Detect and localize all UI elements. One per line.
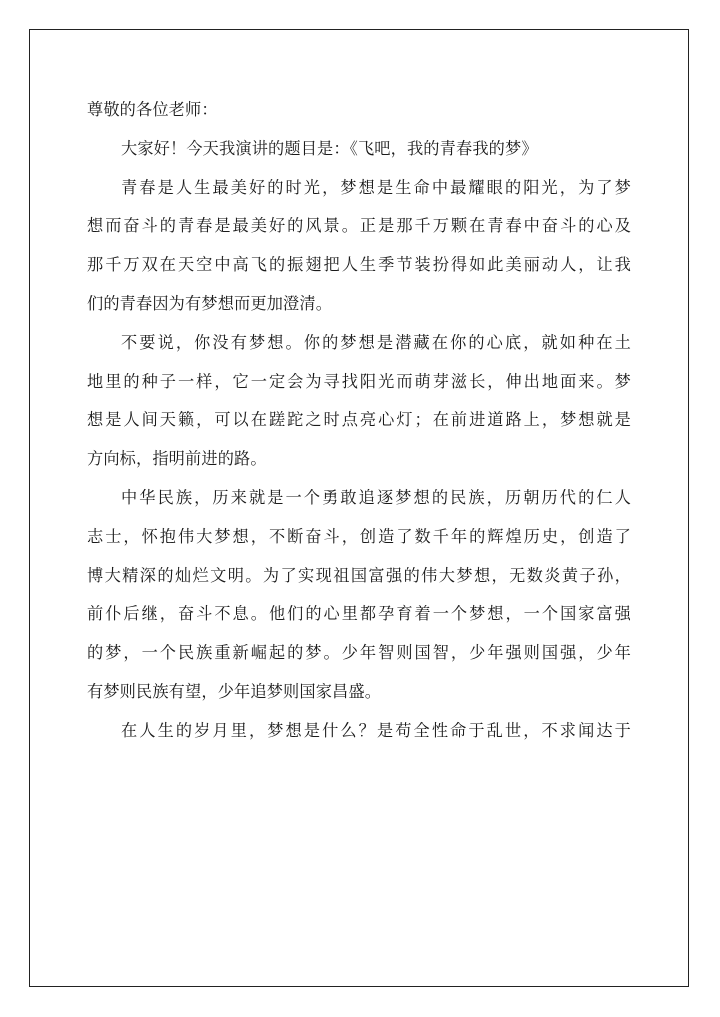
paragraph-line: 想是人间天籁，可以在蹉跎之时点亮心灯；在前进道路上，梦想就是 [87, 410, 631, 430]
paragraph-line: 青春是人生最美好的时光，梦想是生命中最耀眼的阳光，为了梦 [121, 177, 631, 197]
paragraph-line: 想而奋斗的青春是最美好的风景。正是那千万颗在青春中奋斗的心及 [87, 216, 631, 236]
paragraph-line: 志士，怀抱伟大梦想，不断奋斗，创造了数千年的辉煌历史，创造了 [87, 526, 631, 546]
paragraph-5 [87, 712, 631, 751]
paragraph-line: 在人生的岁月里，梦想是什么？是苟全性命于乱世，不求闻达于 [121, 720, 631, 740]
paragraph-line: 们的青春因为有梦想而更加澄清。 [87, 293, 333, 313]
paragraph-3 [87, 324, 631, 479]
paragraph-1 [87, 130, 631, 169]
document-body [87, 91, 631, 751]
paragraph-line: 地里的种子一样，它一定会为寻找阳光而萌芽滋长，伸出地面来。梦 [87, 371, 631, 391]
paragraph-line: 大家好！今天我演讲的题目是：《飞吧，我的青春我的梦》 [121, 138, 538, 158]
salutation: 尊敬的各位老师： [87, 100, 218, 119]
paragraph-4 [87, 479, 631, 712]
paragraph-line: 有梦则民族有望，少年追梦则国家昌盛。 [87, 681, 382, 701]
paragraph-line: 那千万双在天空中高飞的振翅把人生季节装扮得如此美丽动人，让我 [87, 255, 631, 275]
paragraph-line: 前仆后继，奋斗不息。他们的心里都孕育着一个梦想，一个国家富强 [87, 604, 631, 624]
paragraph-line: 的梦，一个民族重新崛起的梦。少年智则国智，少年强则国强，少年 [87, 643, 631, 663]
paragraph-2 [87, 169, 631, 324]
paragraph-line: 中华民族，历来就是一个勇敢追逐梦想的民族，历朝历代的仁人 [121, 487, 631, 507]
paragraph-line: 博大精深的灿烂文明。为了实现祖国富强的伟大梦想，无数炎黄子孙， [87, 565, 631, 585]
paragraph-line: 不要说，你没有梦想。你的梦想是潜藏在你的心底，就如种在土 [121, 332, 631, 352]
paragraph-line: 方向标，指明前进的路。 [87, 449, 267, 469]
